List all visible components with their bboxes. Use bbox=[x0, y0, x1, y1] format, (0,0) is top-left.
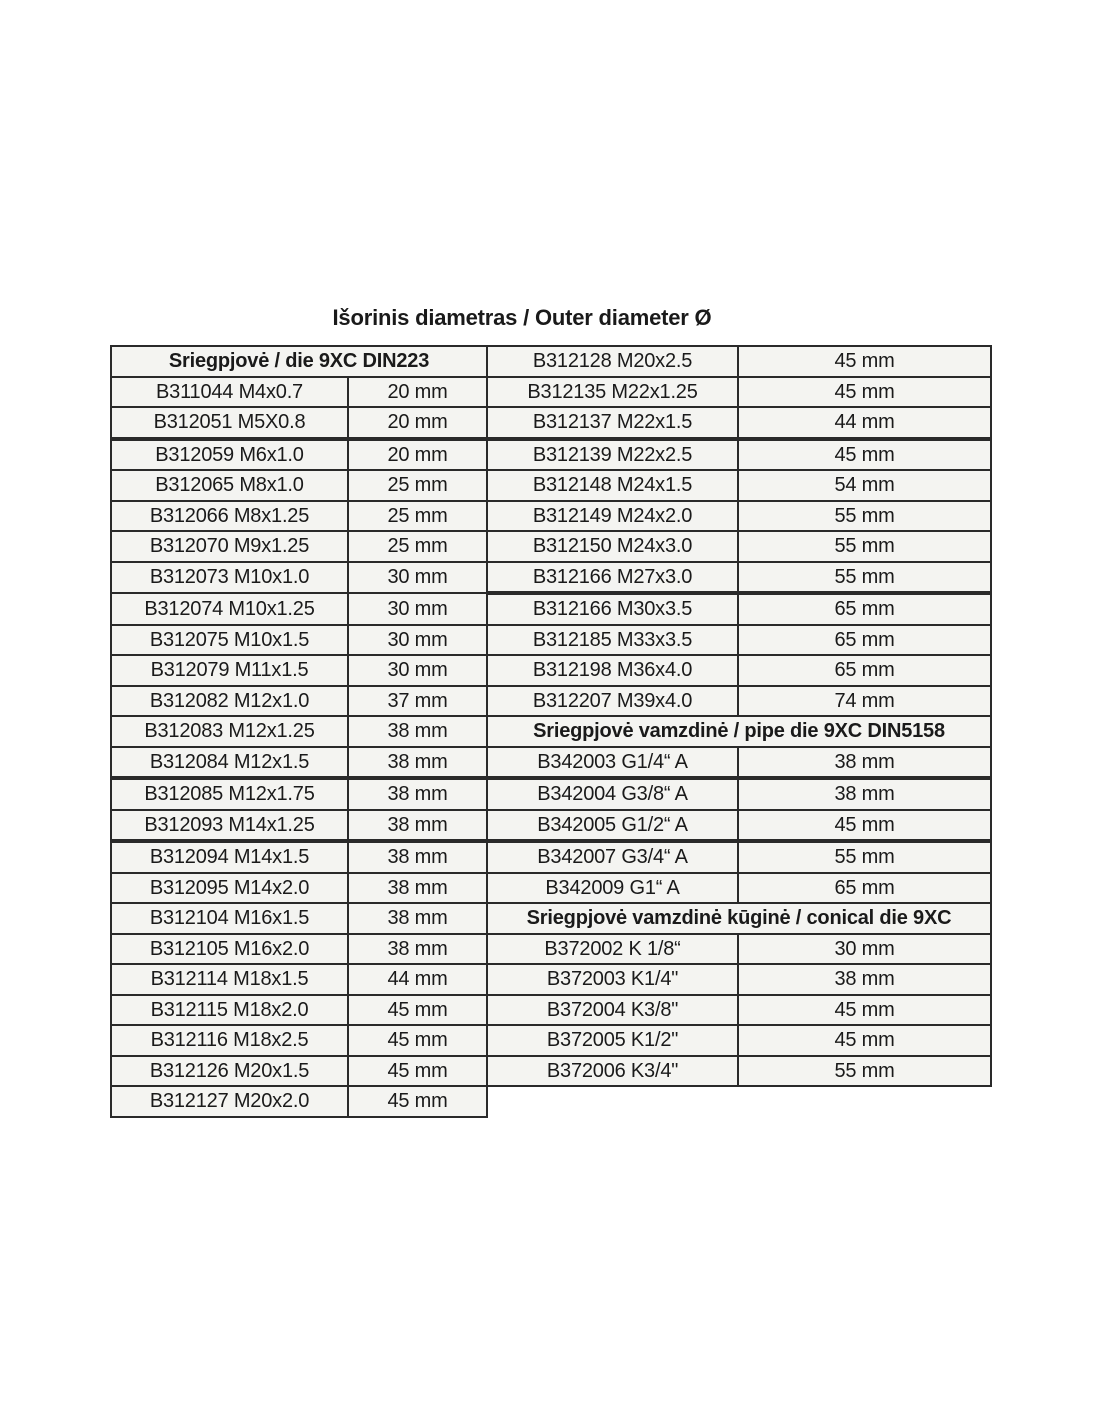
product-code-cell: B312065 M8x1.0 bbox=[111, 470, 348, 501]
diameter-value-cell: 65 mm bbox=[738, 655, 991, 686]
table-row bbox=[111, 501, 991, 532]
product-code-cell: B312139 M22x2.5 bbox=[487, 439, 738, 471]
product-code-cell: B312105 M16x2.0 bbox=[111, 934, 348, 965]
product-code-cell: B312075 M10x1.5 bbox=[111, 625, 348, 656]
product-code-cell: B312127 M20x2.0 bbox=[111, 1086, 348, 1117]
table-row bbox=[111, 686, 991, 717]
right-section-header: Sriegpjovė vamzdinė kūginė / conical die 9XC bbox=[487, 903, 991, 934]
diameter-value-cell: 20 mm bbox=[348, 439, 487, 471]
product-code-cell: B312082 M12x1.0 bbox=[111, 686, 348, 717]
diameter-value-cell: 45 mm bbox=[738, 810, 991, 842]
diameter-value-cell: 38 mm bbox=[348, 810, 487, 842]
product-code-cell: B342005 G1/2“ A bbox=[487, 810, 738, 842]
product-code-cell: B311044 M4x0.7 bbox=[111, 377, 348, 408]
diameter-value-cell: 65 mm bbox=[738, 873, 991, 904]
table-row bbox=[111, 716, 991, 747]
table-row bbox=[111, 873, 991, 904]
product-code-cell: B312128 M20x2.5 bbox=[487, 346, 738, 377]
table-row bbox=[111, 593, 991, 625]
diameter-value-cell: 38 mm bbox=[348, 903, 487, 934]
product-code-cell: B312198 M36x4.0 bbox=[487, 655, 738, 686]
product-code-cell: B312104 M16x1.5 bbox=[111, 903, 348, 934]
product-code-cell: B312149 M24x2.0 bbox=[487, 501, 738, 532]
diameter-value-cell: 45 mm bbox=[738, 439, 991, 471]
table-row bbox=[111, 964, 991, 995]
product-code-cell: B372005 K1/2" bbox=[487, 1025, 738, 1056]
left-section-header: Sriegpjovė / die 9XC DIN223 bbox=[111, 346, 487, 377]
table-row bbox=[111, 1056, 991, 1087]
right-section-header: Sriegpjovė vamzdinė / pipe die 9XC DIN5158 bbox=[487, 716, 991, 747]
product-code-cell: B312074 M10x1.25 bbox=[111, 593, 348, 625]
diameter-value-cell: 45 mm bbox=[738, 1025, 991, 1056]
diameter-value-cell: 25 mm bbox=[348, 470, 487, 501]
diameter-value-cell: 45 mm bbox=[348, 995, 487, 1026]
table-row bbox=[111, 531, 991, 562]
diameter-value-cell: 45 mm bbox=[738, 346, 991, 377]
diameter-value-cell: 30 mm bbox=[738, 934, 991, 965]
table-row bbox=[111, 470, 991, 501]
product-code-cell: B342003 G1/4“ A bbox=[487, 747, 738, 779]
product-code-cell: B312051 M5X0.8 bbox=[111, 407, 348, 439]
table-row bbox=[111, 377, 991, 408]
table-body bbox=[111, 346, 991, 1117]
diameter-value-cell: 55 mm bbox=[738, 841, 991, 873]
table-row bbox=[111, 747, 991, 779]
diameter-value-cell: 30 mm bbox=[348, 655, 487, 686]
diameter-value-cell: 45 mm bbox=[348, 1056, 487, 1087]
diameter-value-cell: 38 mm bbox=[738, 778, 991, 810]
diameter-value-cell: 38 mm bbox=[348, 934, 487, 965]
diameter-value-cell: 20 mm bbox=[348, 377, 487, 408]
diameter-value-cell: 65 mm bbox=[738, 625, 991, 656]
diameter-value-cell: 44 mm bbox=[738, 407, 991, 439]
product-code-cell: B312207 M39x4.0 bbox=[487, 686, 738, 717]
diameter-value-cell: 45 mm bbox=[348, 1086, 487, 1117]
product-code-cell: B312070 M9x1.25 bbox=[111, 531, 348, 562]
product-code-cell: B372002 K 1/8“ bbox=[487, 934, 738, 965]
product-code-cell: B312185 M33x3.5 bbox=[487, 625, 738, 656]
diameter-value-cell: 45 mm bbox=[348, 1025, 487, 1056]
diameter-value-cell: 30 mm bbox=[348, 625, 487, 656]
diameter-value-cell: 38 mm bbox=[348, 778, 487, 810]
diameter-value-cell: 20 mm bbox=[348, 407, 487, 439]
table-row bbox=[111, 439, 991, 471]
table-row bbox=[111, 1086, 991, 1117]
diameter-value-cell: 55 mm bbox=[738, 562, 991, 594]
product-code-cell: B312116 M18x2.5 bbox=[111, 1025, 348, 1056]
diameter-value-cell: 55 mm bbox=[738, 531, 991, 562]
product-code-cell: B372006 K3/4" bbox=[487, 1056, 738, 1087]
table-row bbox=[111, 655, 991, 686]
diameter-value-cell: 54 mm bbox=[738, 470, 991, 501]
product-code-cell: B312150 M24x3.0 bbox=[487, 531, 738, 562]
product-code-cell: B312079 M11x1.5 bbox=[111, 655, 348, 686]
diameter-value-cell: 38 mm bbox=[738, 964, 991, 995]
product-code-cell: B342009 G1“ A bbox=[487, 873, 738, 904]
product-code-cell: B342004 G3/8“ A bbox=[487, 778, 738, 810]
product-code-cell: B342007 G3/4“ A bbox=[487, 841, 738, 873]
product-code-cell: B372004 K3/8" bbox=[487, 995, 738, 1026]
table-wrap bbox=[110, 345, 992, 1118]
diameter-value-cell: 30 mm bbox=[348, 562, 487, 594]
diameter-value-cell: 38 mm bbox=[348, 716, 487, 747]
product-code-cell: B372003 K1/4" bbox=[487, 964, 738, 995]
product-code-cell: B312137 M22x1.5 bbox=[487, 407, 738, 439]
diameter-value-cell: 38 mm bbox=[348, 747, 487, 779]
product-code-cell: B312166 M27x3.0 bbox=[487, 562, 738, 594]
table-row bbox=[111, 841, 991, 873]
diameter-value-cell: 45 mm bbox=[738, 995, 991, 1026]
diameter-value-cell: 38 mm bbox=[738, 747, 991, 779]
product-code-cell: B312066 M8x1.25 bbox=[111, 501, 348, 532]
product-code-cell: B312166 M30x3.5 bbox=[487, 593, 738, 625]
diameter-value-cell: 74 mm bbox=[738, 686, 991, 717]
table-row bbox=[111, 903, 991, 934]
product-code-cell: B312083 M12x1.25 bbox=[111, 716, 348, 747]
product-code-cell: B312115 M18x2.0 bbox=[111, 995, 348, 1026]
product-code-cell: B312135 M22x1.25 bbox=[487, 377, 738, 408]
diameter-value-cell: 55 mm bbox=[738, 501, 991, 532]
product-code-cell: B312084 M12x1.5 bbox=[111, 747, 348, 779]
table-row bbox=[111, 1025, 991, 1056]
product-code-cell: B312085 M12x1.75 bbox=[111, 778, 348, 810]
diameter-value-cell: 38 mm bbox=[348, 873, 487, 904]
diameter-value-cell: 25 mm bbox=[348, 531, 487, 562]
table-row bbox=[111, 562, 991, 594]
diameter-value-cell: 37 mm bbox=[348, 686, 487, 717]
product-code-cell: B312094 M14x1.5 bbox=[111, 841, 348, 873]
diameter-value-cell: 30 mm bbox=[348, 593, 487, 625]
table-row bbox=[111, 407, 991, 439]
diameter-value-cell: 45 mm bbox=[738, 377, 991, 408]
table-row bbox=[111, 346, 991, 377]
table-row bbox=[111, 778, 991, 810]
diameter-table bbox=[110, 345, 992, 1118]
table-row bbox=[111, 995, 991, 1026]
product-code-cell: B312126 M20x1.5 bbox=[111, 1056, 348, 1087]
table-row bbox=[111, 810, 991, 842]
table-row bbox=[111, 934, 991, 965]
table-row bbox=[111, 625, 991, 656]
product-code-cell: B312148 M24x1.5 bbox=[487, 470, 738, 501]
diameter-value-cell: 55 mm bbox=[738, 1056, 991, 1087]
page-title: Išorinis diametras / Outer diameter Ø bbox=[332, 305, 712, 330]
product-code-cell: B312093 M14x1.25 bbox=[111, 810, 348, 842]
product-code-cell: B312114 M18x1.5 bbox=[111, 964, 348, 995]
diameter-value-cell: 25 mm bbox=[348, 501, 487, 532]
product-code-cell: B312059 M6x1.0 bbox=[111, 439, 348, 471]
diameter-value-cell: 65 mm bbox=[738, 593, 991, 625]
product-code-cell: B312073 M10x1.0 bbox=[111, 562, 348, 594]
diameter-value-cell: 44 mm bbox=[348, 964, 487, 995]
product-code-cell: B312095 M14x2.0 bbox=[111, 873, 348, 904]
diameter-value-cell: 38 mm bbox=[348, 841, 487, 873]
